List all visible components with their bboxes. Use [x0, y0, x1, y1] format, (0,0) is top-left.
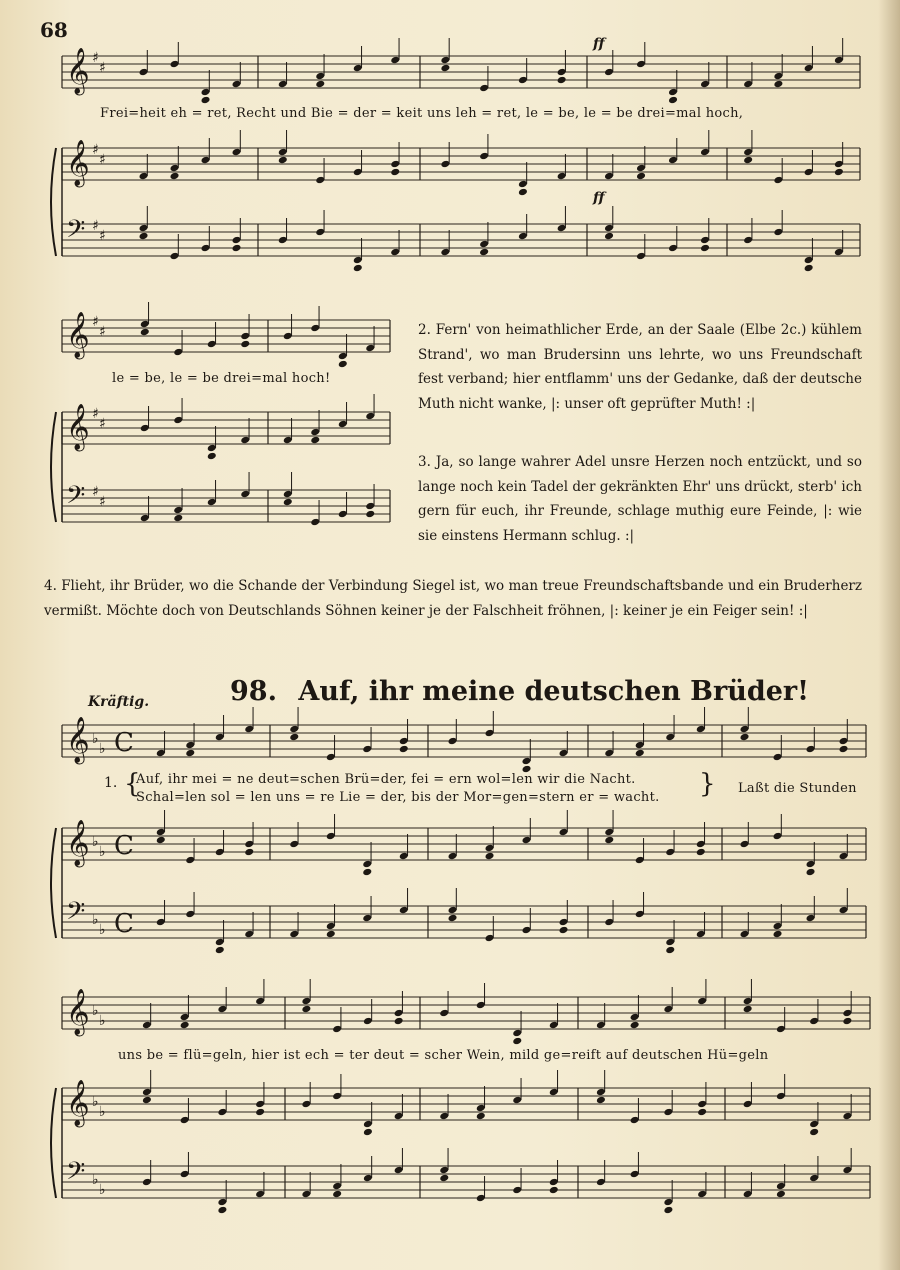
- treble-clef: 𝄞: [66, 820, 90, 866]
- note-head: [630, 1021, 640, 1030]
- lyrics-song98-line1a: Auf, ihr mei = ne deut=schen Brü=der, fei = ern wol=len wir die Nacht.: [136, 772, 636, 787]
- note-head: [301, 1005, 311, 1014]
- piano-brace: [51, 1088, 56, 1198]
- key-signature: ♭: [92, 834, 99, 850]
- song-title: [230, 676, 809, 707]
- note-head: [842, 1017, 852, 1026]
- bass-clef: 𝄢: [66, 897, 86, 932]
- key-signature: ♭: [92, 1003, 99, 1019]
- key-signature: ♯: [99, 494, 106, 510]
- note-head: [170, 172, 180, 181]
- note-head: [740, 733, 750, 742]
- note-head: [518, 188, 528, 197]
- note-head: [557, 76, 567, 85]
- note-head: [668, 96, 678, 105]
- bass-clef: 𝄢: [66, 481, 86, 516]
- time-signature: C: [114, 728, 134, 758]
- note-head: [310, 436, 320, 445]
- note-head: [240, 340, 250, 349]
- note-head: [773, 930, 783, 939]
- key-signature: ♭: [99, 741, 106, 757]
- note-head: [139, 232, 149, 241]
- piano-brace: [51, 148, 56, 256]
- note-head: [173, 514, 183, 523]
- treble-clef: 𝄞: [66, 1080, 90, 1126]
- note-head: [806, 868, 816, 877]
- note-head: [232, 244, 242, 253]
- note-head: [773, 80, 783, 89]
- note-head: [448, 914, 458, 923]
- note-head: [180, 1021, 190, 1030]
- note-head: [289, 733, 299, 742]
- key-signature: ♯: [99, 60, 106, 76]
- note-head: [332, 1190, 342, 1199]
- treble-clef: 𝄞: [66, 48, 90, 94]
- note-head: [390, 168, 400, 177]
- note-head: [743, 1005, 753, 1014]
- bass-clef: 𝄢: [66, 215, 86, 250]
- note-head: [635, 749, 645, 758]
- treble-clef: 𝄞: [66, 312, 90, 358]
- key-signature: ♯: [92, 50, 99, 66]
- note-head: [283, 498, 293, 507]
- note-head: [353, 264, 363, 273]
- key-signature: ♯: [99, 152, 106, 168]
- key-signature: ♯: [92, 406, 99, 422]
- key-signature: ♭: [92, 912, 99, 928]
- note-head: [278, 156, 288, 165]
- piano-brace: [51, 412, 56, 522]
- note-head: [696, 848, 706, 857]
- note-head: [142, 1096, 152, 1105]
- verse-3: 3. Ja, so lange wahrer Adel unsre Herzen noch entzückt, und so lange noch kein Tadel der gekränkten Ehr' uns drückt, sterb' ich gern für euch, ihr Freunde, schlage muthig eure Feinde, |: wie sie einstens Hermann schlug. :|: [418, 454, 862, 544]
- key-signature: ♭: [92, 1094, 99, 1110]
- key-signature: ♯: [99, 416, 106, 432]
- note-head: [315, 80, 325, 89]
- key-signature: ♯: [92, 142, 99, 158]
- note-head: [596, 1096, 606, 1105]
- note-head: [839, 745, 849, 754]
- page-number: 68: [40, 18, 68, 42]
- note-head: [217, 1206, 227, 1215]
- note-head: [207, 452, 217, 461]
- note-head: [156, 836, 166, 845]
- verse-2: 2. Fern' von heimathlicher Erde, an der Saale (Elbe 2c.) kühlem Strand', wo man Brudersinn uns lehrte, wo uns Freundschaft fest verband; hier entflamm' uns der Gedanke, daß der deutsche Muth nicht wanke, |: unser oft geprüfter Muth! :|: [418, 322, 862, 412]
- lyrics-brace-right: }: [699, 769, 716, 799]
- note-head: [512, 1037, 522, 1046]
- key-signature: ♭: [99, 1182, 106, 1198]
- note-head: [201, 96, 211, 105]
- treble-clef: 𝄞: [66, 717, 90, 763]
- note-head: [244, 848, 254, 857]
- key-signature: ♭: [99, 844, 106, 860]
- note-head: [476, 1112, 486, 1121]
- note-head: [834, 168, 844, 177]
- song-number: 98.: [230, 676, 277, 707]
- song-title-text: Auf, ihr meine deutschen Brüder!: [298, 676, 809, 707]
- lyrics-song97-line1: Frei=heit eh = ret, Recht und Bie = der = keit uns leh = ret, le = be, le = be drei=mal hoch,: [100, 106, 744, 121]
- note-head: [255, 1108, 265, 1117]
- lyrics-brace-left: {: [124, 769, 141, 799]
- note-head: [663, 1206, 673, 1215]
- verse-4: 4. Flieht, ihr Brüder, wo die Schande der Verbindung Siegel ist, wo man treue Freundschaftsbande und ein Bruderherz vermißt. Möchte doch von Deutschlands Söhnen keiner je der Falschheit fröhnen, |: keiner je ein Feiger sein! :|: [44, 578, 862, 619]
- note-head: [440, 64, 450, 73]
- note-head: [363, 1128, 373, 1137]
- key-signature: ♭: [92, 1172, 99, 1188]
- note-head: [399, 745, 409, 754]
- note-head: [743, 156, 753, 165]
- treble-clef: 𝄞: [66, 140, 90, 186]
- key-signature: ♭: [92, 731, 99, 747]
- note-head: [636, 172, 646, 181]
- key-signature: ♯: [92, 484, 99, 500]
- note-head: [439, 1174, 449, 1183]
- note-head: [479, 248, 489, 257]
- time-signature: C: [114, 831, 134, 861]
- note-head: [394, 1017, 404, 1026]
- key-signature: ♯: [92, 218, 99, 234]
- key-signature: ♯: [99, 228, 106, 244]
- note-head: [776, 1190, 786, 1199]
- note-head: [700, 244, 710, 253]
- time-signature: C: [114, 909, 134, 939]
- key-signature: ♯: [92, 314, 99, 330]
- treble-clef: 𝄞: [66, 404, 90, 450]
- note-head: [362, 868, 372, 877]
- key-signature: ♭: [99, 1013, 106, 1029]
- bass-clef: 𝄢: [66, 1157, 86, 1192]
- note-head: [549, 1186, 559, 1195]
- key-signature: ♯: [99, 324, 106, 340]
- note-head: [185, 749, 195, 758]
- key-signature: ♭: [99, 1104, 106, 1120]
- treble-clef: 𝄞: [66, 989, 90, 1035]
- dynamic-mark-treble: ff: [593, 36, 605, 52]
- note-head: [485, 852, 495, 861]
- note-head: [809, 1128, 819, 1137]
- note-head: [697, 1108, 707, 1117]
- verse-number: 1.: [104, 775, 118, 791]
- key-signature: ♭: [99, 922, 106, 938]
- note-head: [604, 232, 614, 241]
- lyrics-song98-line1b: Schal=len sol = len uns = re Lie = der, bis der Mor=gen=stern er = wacht.: [136, 790, 660, 805]
- note-head: [215, 946, 225, 955]
- note-head: [604, 836, 614, 845]
- lyrics-song97-line2: le = be, le = be drei=mal hoch!: [112, 371, 331, 386]
- tempo-marking: Kräftig.: [88, 694, 150, 710]
- dynamic-mark-bass: ff: [593, 190, 605, 206]
- note-head: [140, 328, 150, 337]
- note-head: [559, 926, 569, 935]
- note-head: [326, 930, 336, 939]
- note-head: [365, 510, 375, 519]
- note-head: [665, 946, 675, 955]
- lyrics-song98-line2: uns be = flü=geln, hier ist ech = ter deut = scher Wein, mild ge=reift auf deutschen Hü=geln: [118, 1048, 769, 1063]
- note-head: [338, 360, 348, 369]
- lyrics-song98-line1c: Laßt die Stunden: [738, 781, 857, 796]
- piano-brace: [51, 828, 56, 938]
- note-head: [804, 264, 814, 273]
